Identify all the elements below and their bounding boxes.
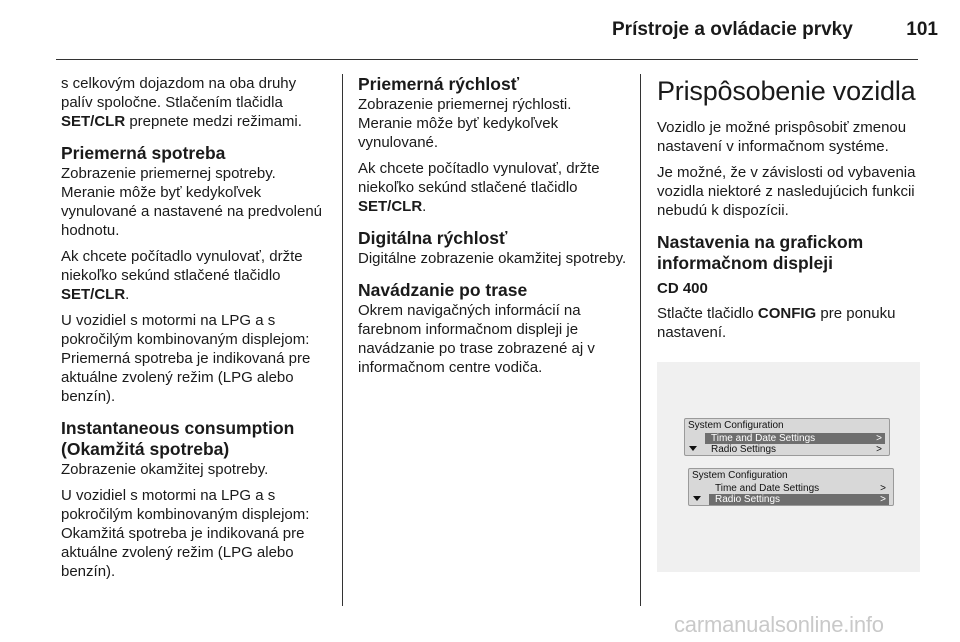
column-2: [358, 74, 628, 384]
heading-vehicle-personalization: Prispôsobenie vozidla: [657, 76, 916, 106]
header-rule: [56, 59, 918, 60]
personalization-text-2: Je možné, že v závislosti od vybavenia vozidla niektoré z nasledujúcich funkcii nebudú k dispozícii.: [657, 164, 916, 219]
column-1: [61, 74, 331, 588]
column-3: [657, 74, 925, 349]
chevron-right-icon: >: [880, 483, 886, 494]
heading-display-settings: Nastavenia na grafickom informačnom displeji: [657, 232, 864, 273]
menu-row-time-date: Time and Date Settings >: [705, 433, 885, 444]
inst-consumption-text-2: U vozidiel s motormi na LPG a s pokročilým kombinovaným displejom: Okamžitá spotreba je indikovaná pre aktuálne zvolený režim (LPG alebo benzín).: [61, 487, 310, 580]
menu-row-radio: Radio Settings >: [709, 494, 889, 505]
personalization-text-1: Vozidlo je možné prispôsobiť zmenou nastavení v informačnom systéme.: [657, 119, 907, 155]
page-header-title: Prístroje a ovládacie prvky: [612, 19, 853, 40]
chevron-right-icon: >: [876, 433, 882, 444]
inst-consumption-text-1: Zobrazenie okamžitej spotreby.: [61, 461, 269, 478]
heading-avg-consumption: Priemerná spotreba: [61, 143, 226, 163]
heading-avg-speed: Priemerná rýchlosť: [358, 74, 520, 94]
page-number: 101: [906, 19, 938, 40]
heading-digital-speed: Digitálna rýchlosť: [358, 228, 508, 248]
avg-consumption-text-2: Ak chcete počítadlo vynulovať, držte niekoľko sekúnd stlačené tlačidlo SET/CLR.: [61, 248, 303, 303]
heading-instantaneous-consumption: Instantaneous consumption (Okamžitá spotreba): [61, 418, 295, 459]
watermark: carmanualsonline.info: [674, 612, 884, 637]
display-screen-2: [688, 468, 894, 506]
avg-consumption-text-1: Zobrazenie priemernej spotreby. Meranie môže byť kedykoľvek vynulované a nastavené na predvolenú hodnotu.: [61, 165, 323, 239]
heading-route-guidance: Navádzanie po trase: [358, 280, 528, 300]
column-divider-1: [342, 74, 343, 606]
display-screen-1: [684, 418, 890, 456]
route-guidance-text: Okrem navigačných informácií na farebnom informačnom displeji je navádzanie po trase zobrazené aj v informačnom centre vodiča.: [358, 302, 595, 376]
intro-paragraph: s celkovým dojazdom na oba druhy palív spoločne. Stlačením tlačidla SET/CLR prepnete medzi režimami.: [61, 75, 302, 130]
menu-row-radio: Radio Settings >: [711, 444, 882, 455]
arrow-down-icon: [689, 446, 697, 451]
screen-title: System Configuration: [692, 470, 788, 481]
heading-cd400: CD 400: [657, 280, 708, 297]
chevron-right-icon: >: [880, 494, 886, 505]
avg-speed-text-1: Zobrazenie priemernej rýchlosti. Meranie môže byť kedykoľvek vynulované.: [358, 96, 572, 151]
config-instruction: Stlačte tlačidlo CONFIG pre ponuku nastavení.: [657, 305, 896, 341]
settings-display-figure: [657, 362, 920, 572]
avg-consumption-text-3: U vozidiel s motormi na LPG a s pokročilým kombinovaným displejom: Priemerná spotreba je indikovaná pre aktuálne zvolený režim (LPG alebo benzín).: [61, 312, 311, 405]
avg-speed-text-2: Ak chcete počítadlo vynulovať, držte niekoľko sekúnd stlačené tlačidlo SET/CLR.: [358, 160, 600, 215]
screen-title: System Configuration: [688, 420, 784, 431]
arrow-down-icon: [693, 496, 701, 501]
chevron-right-icon: >: [876, 444, 882, 455]
digital-speed-text: Digitálne zobrazenie okamžitej spotreby.: [358, 250, 627, 267]
column-divider-2: [640, 74, 641, 606]
menu-row-time-date: Time and Date Settings >: [715, 483, 886, 494]
